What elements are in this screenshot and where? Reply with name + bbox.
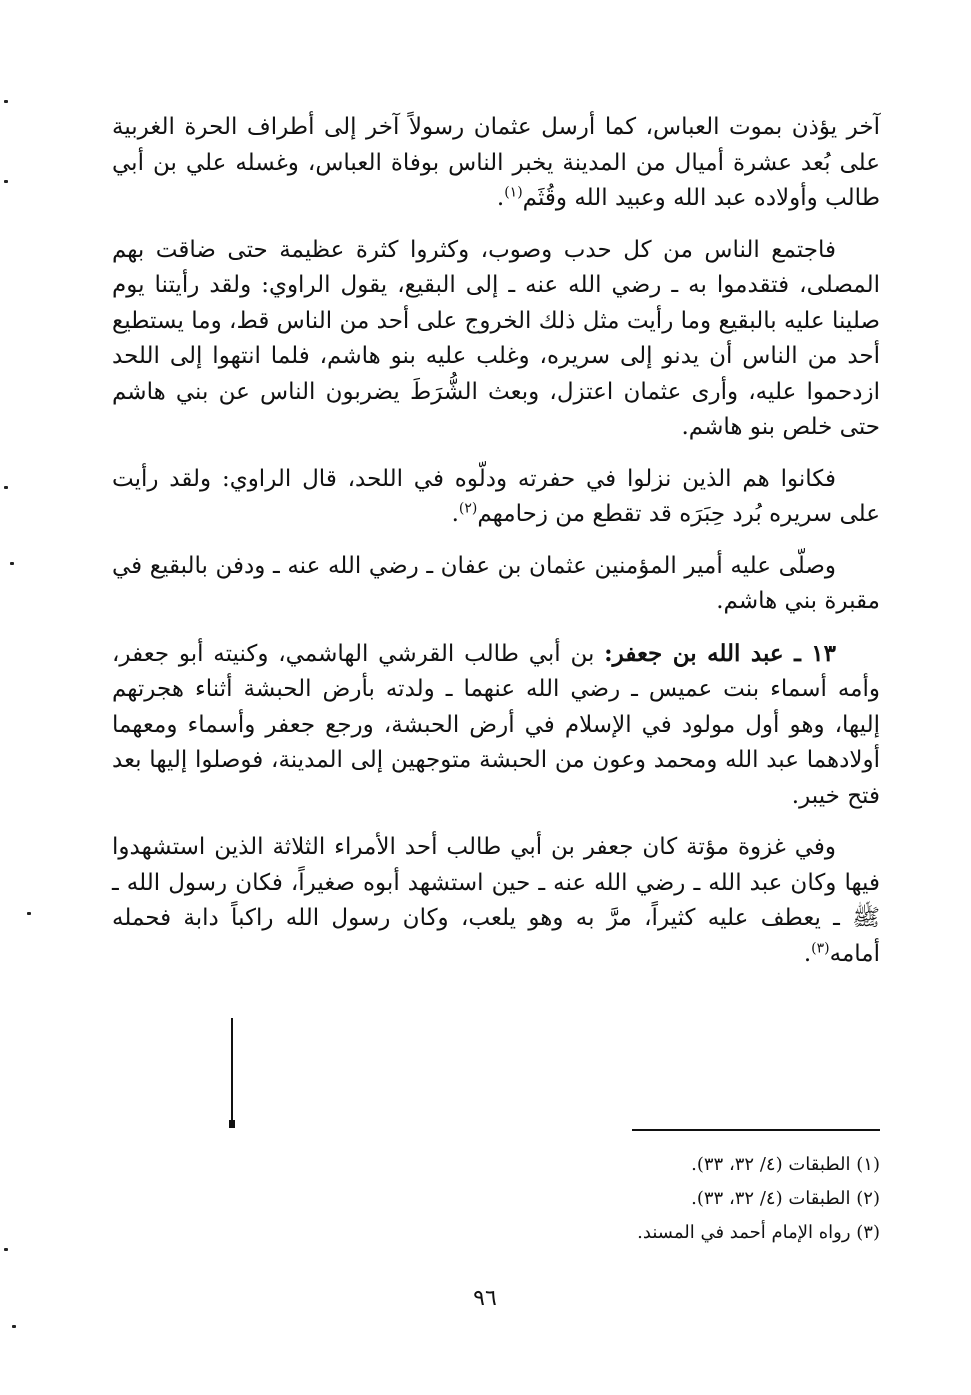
paragraph-tail: . <box>803 940 812 967</box>
scan-speck <box>4 486 8 489</box>
paragraph-text: فكانوا هم الذين نزلوا في حفرته ودلّوه في اللحد، قال الراوي: ولقد رأيت على سريره بُرد حِبَرَه قد تقطع من زحامهم <box>112 465 880 527</box>
paragraph-tail: . <box>496 185 505 211</box>
paragraph-tail: . <box>451 501 459 527</box>
footnote-ref-2[interactable]: (٢) <box>458 500 478 517</box>
paragraph-3 <box>112 462 880 533</box>
paragraph-text: وصلّى عليه أمير المؤمنين عثمان بن عفان ـ رضي الله عنه ـ ودفن بالبقيع في مقبرة بني هاشم. <box>112 552 880 614</box>
paragraph-text: وفي غزوة مؤتة كان جعفر بن أبي طالب أحد الأمراء الثلاثة الذين استشهدوا فيها وكان عبد الله ـ رضي الله عنه ـ حين استشهد أبوه صغيراً، فكان رسول الله ـ ﷺ ـ يعطف عليه كثيراً، مرَّ به وهو يلعب، وكان رسول الله راكباً دابة فحمله أمامه <box>112 834 880 967</box>
paragraph-text: آخر يؤذن بموت العباس، كما أرسل عثمان رسولاً آخر إلى أطراف الحرة الغربية على بُعد عشرة أميال من المدينة يخبر الناس بوفاة العباس، وغسله علي بن أبي طالب وأولاده عبد الله وعبيد الله وقُثَم <box>112 114 880 211</box>
scan-speck <box>4 100 8 103</box>
scan-artifact-line <box>231 1018 233 1126</box>
scan-speck <box>27 912 31 915</box>
paragraph-text: بن أبي طالب القرشي الهاشمي، وكنيته أبو جعفر، وأمه أسماء بنت عميس ـ رضي الله عنهما ـ ولدته بأرض الحبشة أثناء هجرتهم إليها، وهو أول مولود في الإسلام في أرض الحبشة، ورجع جعفر وأسماء ومعهما أولادهما عبد الله ومحمد وعون من الحبشة متوجهين إلى المدينة، فوصلوا إليها بعد فتح خيبر. <box>112 640 880 809</box>
paragraph-text: فاجتمع الناس من كل حدب وصوب، وكثروا كثرة عظيمة حتى ضاقت بهم المصلى، فتقدموا به ـ رضي الله عنه ـ إلى البقيع، يقول الراوي: ولقد رأيتنا يوم صلينا عليه بالبقيع وما رأيت مثل ذلك الخروج على أحد من الناس قط، وما يستطيع أحد من الناس أن يدنو إلى سريره، وغلب عليه بنو هاشم، فلما انتهوا إلى اللحد ازدحموا عليه، وأرى عثمان اعتزل، وبعث الشُّرَطَ يضربون الناس عن بني هاشم حتى خلص بنو هاشم. <box>112 236 880 440</box>
page-number: ٩٦ <box>473 1286 497 1311</box>
footnote-2: (٢) الطبقات (٤/ ٣٢، ٣٣). <box>691 1188 880 1209</box>
footnotes <box>480 1148 880 1250</box>
scan-artifact-mark <box>229 1120 235 1128</box>
scan-speck <box>12 1325 16 1328</box>
paragraph-2 <box>112 233 880 446</box>
footnote-3: (٣) رواه الإمام أحمد في المسند. <box>637 1222 880 1243</box>
paragraph-1 <box>112 110 880 217</box>
paragraph-4 <box>112 549 880 620</box>
paragraph-5 <box>112 636 880 815</box>
footnote-separator <box>632 1129 880 1131</box>
body-text <box>112 110 880 988</box>
footnote-1: (١) الطبقات (٤/ ٣٢، ٣٣). <box>691 1154 880 1175</box>
scan-speck <box>10 562 14 565</box>
scan-speck <box>4 1248 8 1251</box>
footnote-ref-3[interactable]: (٣) <box>811 939 830 956</box>
footnote-ref-1[interactable]: (١) <box>504 184 523 201</box>
paragraph-6 <box>112 830 880 972</box>
scan-speck <box>4 180 8 183</box>
section-heading: ١٣ ـ عبد الله بن جعفر: <box>604 639 836 667</box>
